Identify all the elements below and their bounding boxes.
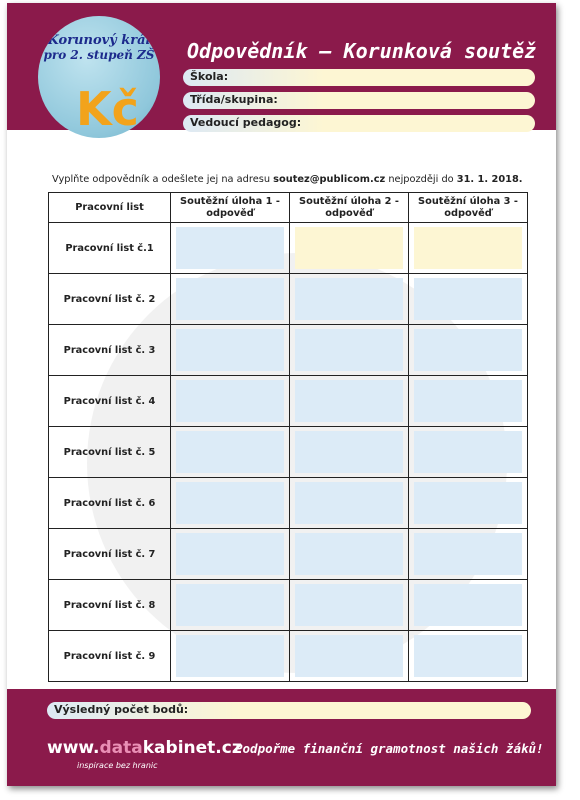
school-field[interactable]	[183, 69, 535, 86]
class-label: Třída/skupina:	[190, 93, 278, 106]
table-row	[49, 529, 528, 580]
answer-cell[interactable]	[290, 223, 409, 274]
row-label: Pracovní list č. 2	[49, 274, 171, 325]
row-label: Pracovní list č. 8	[49, 580, 171, 631]
logo-mark: Kč	[76, 82, 139, 136]
answer-cell[interactable]	[171, 427, 290, 478]
table-header-row	[49, 193, 528, 223]
table-row	[49, 478, 528, 529]
site-part-a: www.	[47, 738, 100, 758]
class-field[interactable]	[183, 92, 535, 109]
table-row	[49, 223, 528, 274]
school-label: Škola:	[190, 70, 229, 83]
row-label: Pracovní list č. 5	[49, 427, 171, 478]
table-row	[49, 427, 528, 478]
competition-logo	[38, 16, 160, 138]
answer-cell[interactable]	[171, 478, 290, 529]
answer-cell[interactable]	[171, 580, 290, 631]
answer-cell[interactable]	[290, 427, 409, 478]
answer-cell[interactable]	[409, 529, 528, 580]
answer-cell[interactable]	[290, 631, 409, 682]
row-label: Pracovní list č. 9	[49, 631, 171, 682]
result-label: Výsledný počet bodů:	[54, 703, 189, 716]
logo-line1: Korunový král	[47, 33, 151, 48]
instruction-before: Vyplňte odpovědník a odešlete jej na adresu	[52, 174, 274, 185]
logo-line2: pro 2. stupeň ZŠ	[43, 48, 155, 62]
answer-cell[interactable]	[290, 580, 409, 631]
website-link[interactable]	[47, 738, 242, 758]
answer-cell[interactable]	[290, 325, 409, 376]
instruction-text	[52, 174, 523, 185]
header-task3: Soutěžní úloha 3 - odpověď	[409, 193, 528, 223]
website-tagline: inspirace bez hranic	[77, 761, 158, 770]
answer-cell[interactable]	[409, 376, 528, 427]
answer-cell[interactable]	[171, 223, 290, 274]
answer-cell[interactable]	[290, 529, 409, 580]
header-task1: Soutěžní úloha 1 - odpověď	[171, 193, 290, 223]
table-row	[49, 580, 528, 631]
header-worksheet: Pracovní list	[49, 193, 171, 223]
answer-cell[interactable]	[290, 376, 409, 427]
row-label: Pracovní list č. 7	[49, 529, 171, 580]
answer-table	[48, 192, 528, 682]
slogan: Podpořme finanční gramotnost našich žáků!	[235, 741, 544, 756]
answer-cell[interactable]	[409, 631, 528, 682]
answer-cell[interactable]	[171, 631, 290, 682]
instruction-middle: nejpozději do	[385, 174, 457, 185]
table-row	[49, 631, 528, 682]
teacher-label: Vedoucí pedagog:	[190, 116, 302, 129]
row-label: Pracovní list č.1	[49, 223, 171, 274]
site-part-b: data	[99, 738, 143, 758]
result-field[interactable]	[47, 702, 531, 719]
answer-sheet	[7, 3, 556, 786]
answer-cell[interactable]	[409, 580, 528, 631]
answer-cell[interactable]	[171, 325, 290, 376]
page-title: Odpovědník – Korunková soutěž	[187, 39, 537, 63]
teacher-field[interactable]	[183, 115, 535, 132]
answer-cell[interactable]	[409, 325, 528, 376]
answer-cell[interactable]	[171, 376, 290, 427]
table-row	[49, 274, 528, 325]
row-label: Pracovní list č. 4	[49, 376, 171, 427]
answer-cell[interactable]	[171, 274, 290, 325]
answer-cell[interactable]	[409, 427, 528, 478]
answer-cell[interactable]	[290, 274, 409, 325]
answer-cell[interactable]	[290, 478, 409, 529]
instruction-email: soutez@publicom.cz	[273, 174, 386, 185]
row-label: Pracovní list č. 6	[49, 478, 171, 529]
header-task2: Soutěžní úloha 2 - odpověď	[290, 193, 409, 223]
answer-cell[interactable]	[171, 529, 290, 580]
answer-cell[interactable]	[409, 478, 528, 529]
site-part-c: kabinet.cz	[142, 738, 242, 758]
answer-cell[interactable]	[409, 274, 528, 325]
row-label: Pracovní list č. 3	[49, 325, 171, 376]
table-row	[49, 325, 528, 376]
instruction-date: 31. 1. 2018.	[456, 174, 523, 185]
answer-cell[interactable]	[409, 223, 528, 274]
table-row	[49, 376, 528, 427]
